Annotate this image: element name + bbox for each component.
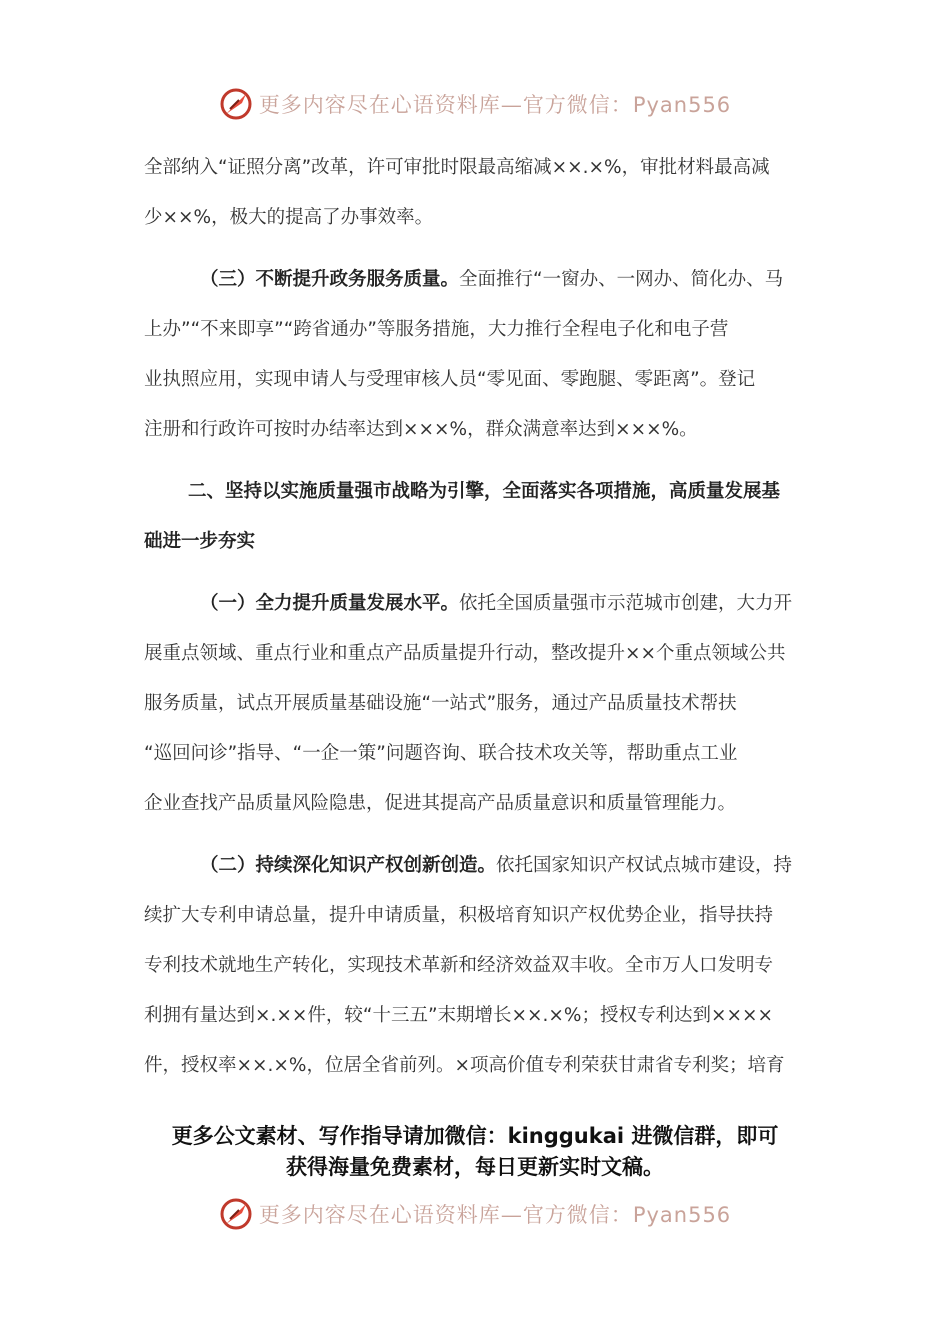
header-banner [0, 84, 950, 124]
paragraph-line: 业执照应用，实现申请人与受理审核人员“零见面、零跑腿、零距离”。登记 [144, 369, 756, 390]
subheading: （一）全力提升质量发展水平。 [200, 593, 460, 614]
paragraph-line: 上办”“不来即享”“跨省通办”等服务措施，大力推行全程电子化和电子营 [144, 319, 729, 340]
subheading: （二）持续深化知识产权创新创造。 [200, 855, 497, 876]
paragraph-line: 少××%，极大的提高了办事效率。 [144, 207, 434, 228]
footer-banner [0, 1194, 950, 1234]
paragraph-line: 企业查找产品质量风险隐患，促进其提高产品质量意识和质量管理能力。 [144, 793, 737, 814]
paragraph-line: （三）不断提升政务服务质量。全面推行“一窗办、一网办、简化办、马 [200, 269, 784, 290]
paragraph-line: 全部纳入“证照分离”改革，许可审批时限最高缩减××.×%，审批材料最高减 [144, 157, 770, 178]
quill-logo-icon [219, 87, 253, 121]
paragraph-line: 专利技术就地生产转化，实现技术革新和经济效益双丰收。全市万人口发明专 [144, 955, 774, 976]
paragraph-line: （二）持续深化知识产权创新创造。依托国家知识产权试点城市建设，持 [200, 855, 793, 876]
quill-logo-icon [219, 1197, 253, 1231]
paragraph-line: 续扩大专利申请总量，提升申请质量，积极培育知识产权优势企业，指导扶持 [144, 905, 774, 926]
section-heading: 二、坚持以实施质量强市战略为引擎，全面落实各项措施，高质量发展基 [188, 481, 781, 502]
subheading: （三）不断提升政务服务质量。 [200, 269, 460, 290]
section-heading: 础进一步夯实 [144, 531, 256, 552]
paragraph-line: “巡回问诊”指导、“一企一策”问题咨询、联合技术攻关等，帮助重点工业 [144, 743, 738, 764]
paragraph-line: 利拥有量达到×.××件，较“十三五”末期增长××.×%；授权专利达到×××× [144, 1005, 774, 1026]
paragraph-line: 展重点领域、重点行业和重点产品质量提升行动，整改提升××个重点领域公共 [144, 643, 786, 664]
banner-text: 更多内容尽在心语资料库—官方微信：Pyan556 [258, 93, 732, 117]
banner-text: 更多内容尽在心语资料库—官方微信：Pyan556 [258, 1203, 732, 1227]
paragraph-line: （一）全力提升质量发展水平。依托全国质量强市示范城市创建，大力开 [200, 593, 793, 614]
paragraph-line: 注册和行政许可按时办结率达到×××%，群众满意率达到×××%。 [144, 419, 698, 440]
promo-line-2: 获得海量免费素材，每日更新实时文稿。 [286, 1155, 664, 1179]
promo-line-1: 更多公文素材、写作指导请加微信：kinggukai 进微信群，即可 [171, 1124, 779, 1148]
paragraph-line: 件，授权率××.×%，位居全省前列。×项高价值专利荣获甘肃省专利奖；培育 [144, 1055, 785, 1076]
paragraph-line: 服务质量，试点开展质量基础设施“一站式”服务，通过产品质量技术帮扶 [144, 693, 737, 714]
